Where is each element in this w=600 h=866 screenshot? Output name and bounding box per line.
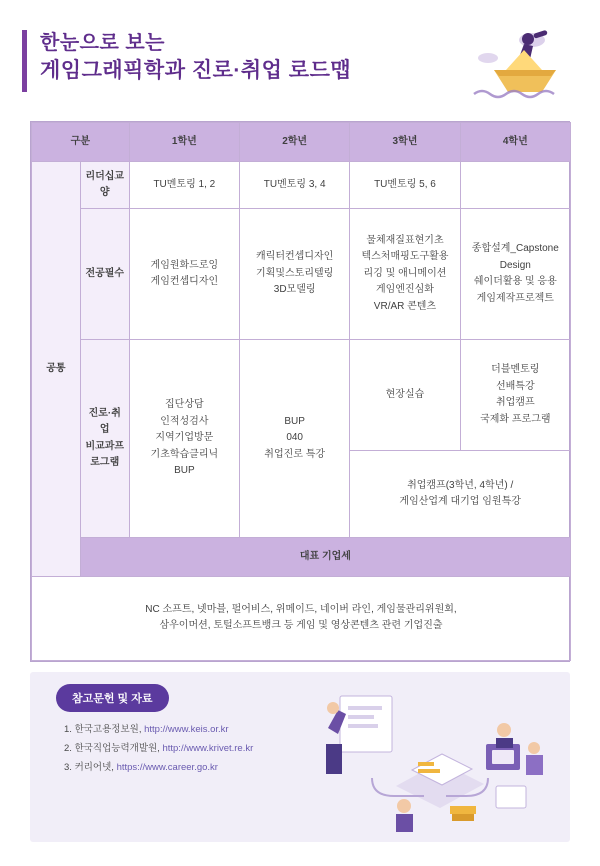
companies-table [31, 576, 571, 661]
header-illustration [454, 24, 564, 102]
cell-career-year1: 집단상담 인적성검사 지역기업방문 기초학습클리닉 BUP [129, 340, 239, 538]
roadmap-table-wrapper [30, 121, 570, 662]
reference-tab-label: 참고문헌 및 자료 [56, 684, 169, 712]
footer-illustration [300, 682, 560, 837]
table-row [32, 162, 571, 209]
companies-line2: 삼우이머션, 토털소프트뱅크 등 게임 및 영상콘텐츠 관련 기업진출 [159, 620, 443, 631]
reference-url-2[interactable]: http://www.krivet.re.kr [162, 743, 254, 754]
cell-leadership-year4 [460, 162, 570, 209]
list-item [64, 758, 253, 777]
reference-panel [30, 672, 570, 842]
reference-number-2: 2. [64, 743, 72, 754]
column-header-year1: 1학년 [129, 123, 239, 162]
row-label-major-required: 전공필수 [80, 209, 129, 340]
column-header-year4: 4학년 [460, 123, 570, 162]
page-header [0, 0, 600, 105]
side-label-common: 공통 [32, 162, 81, 577]
cell-leadership-year3: TU멘토링 5, 6 [350, 162, 460, 209]
banner-representative-companies: 대표 기업세 [80, 538, 570, 577]
cell-major-year3: 물체재질표현기초 텍스처매핑도구활용 리깅 및 애니메이션 게임엔진심화 VR/AR 콘텐츠 [350, 209, 460, 340]
row-label-career-program: 진로·취업 비교과프로그램 [80, 340, 129, 538]
roadmap-table [31, 122, 571, 577]
row-label-leadership: 리더십교양 [80, 162, 129, 209]
reference-name-3: 커리어넷, [74, 762, 114, 773]
cell-career-year2: BUP 040 취업진로 특강 [240, 340, 350, 538]
cell-major-year1: 게임원화드로잉 게임컨셉디자인 [129, 209, 239, 340]
reference-list [64, 720, 253, 777]
cell-career-year3: 현장실습 [350, 340, 460, 451]
reference-number-1: 1. [64, 724, 72, 735]
table-header-row [32, 123, 571, 162]
reference-number-3: 3. [64, 762, 72, 773]
header-accent-bar [22, 30, 27, 92]
cell-career-merged-bottom: 취업캠프(3학년, 4학년) / 게임산업계 대기업 임원특강 [350, 451, 571, 538]
list-item [64, 739, 253, 758]
cell-leadership-year1: TU멘토링 1, 2 [129, 162, 239, 209]
reference-name-2: 한국직업능력개발원, [74, 743, 160, 754]
cell-career-year4: 더블멘토링 선배특강 취업캠프 국제화 프로그램 [460, 340, 570, 451]
table-row [32, 340, 571, 451]
page-title-line2: 게임그래픽학과 진로·취업 로드맵 [40, 59, 352, 82]
page-title-line1: 한눈으로 보는 [40, 32, 165, 54]
reference-name-1: 한국고용정보원, [74, 724, 142, 735]
list-item [64, 720, 253, 739]
table-header [32, 123, 571, 162]
table-row [32, 209, 571, 340]
cell-major-year4: 종합설계_Capstone Design 쉐이더활용 및 응용 게임제작프로젝트 [460, 209, 570, 340]
cell-major-year2: 캐릭터컨셉디자인 기획및스토리텔링 3D모델링 [240, 209, 350, 340]
table-row-banner [32, 538, 571, 577]
column-header-gubun: 구분 [32, 123, 130, 162]
table-body [32, 162, 571, 577]
companies-row [32, 576, 571, 661]
cell-leadership-year2: TU멘토링 3, 4 [240, 162, 350, 209]
reference-url-1[interactable]: http://www.keis.or.kr [144, 724, 229, 735]
column-header-year3: 3학년 [350, 123, 460, 162]
companies-line1: NC 소프트, 넷마블, 펄어비스, 위메이드, 네이버 라인, 게임물관리위원회, [145, 603, 457, 615]
column-header-year2: 2학년 [240, 123, 350, 162]
companies-cell [32, 576, 571, 661]
reference-url-3[interactable]: https://www.career.go.kr [116, 762, 218, 773]
